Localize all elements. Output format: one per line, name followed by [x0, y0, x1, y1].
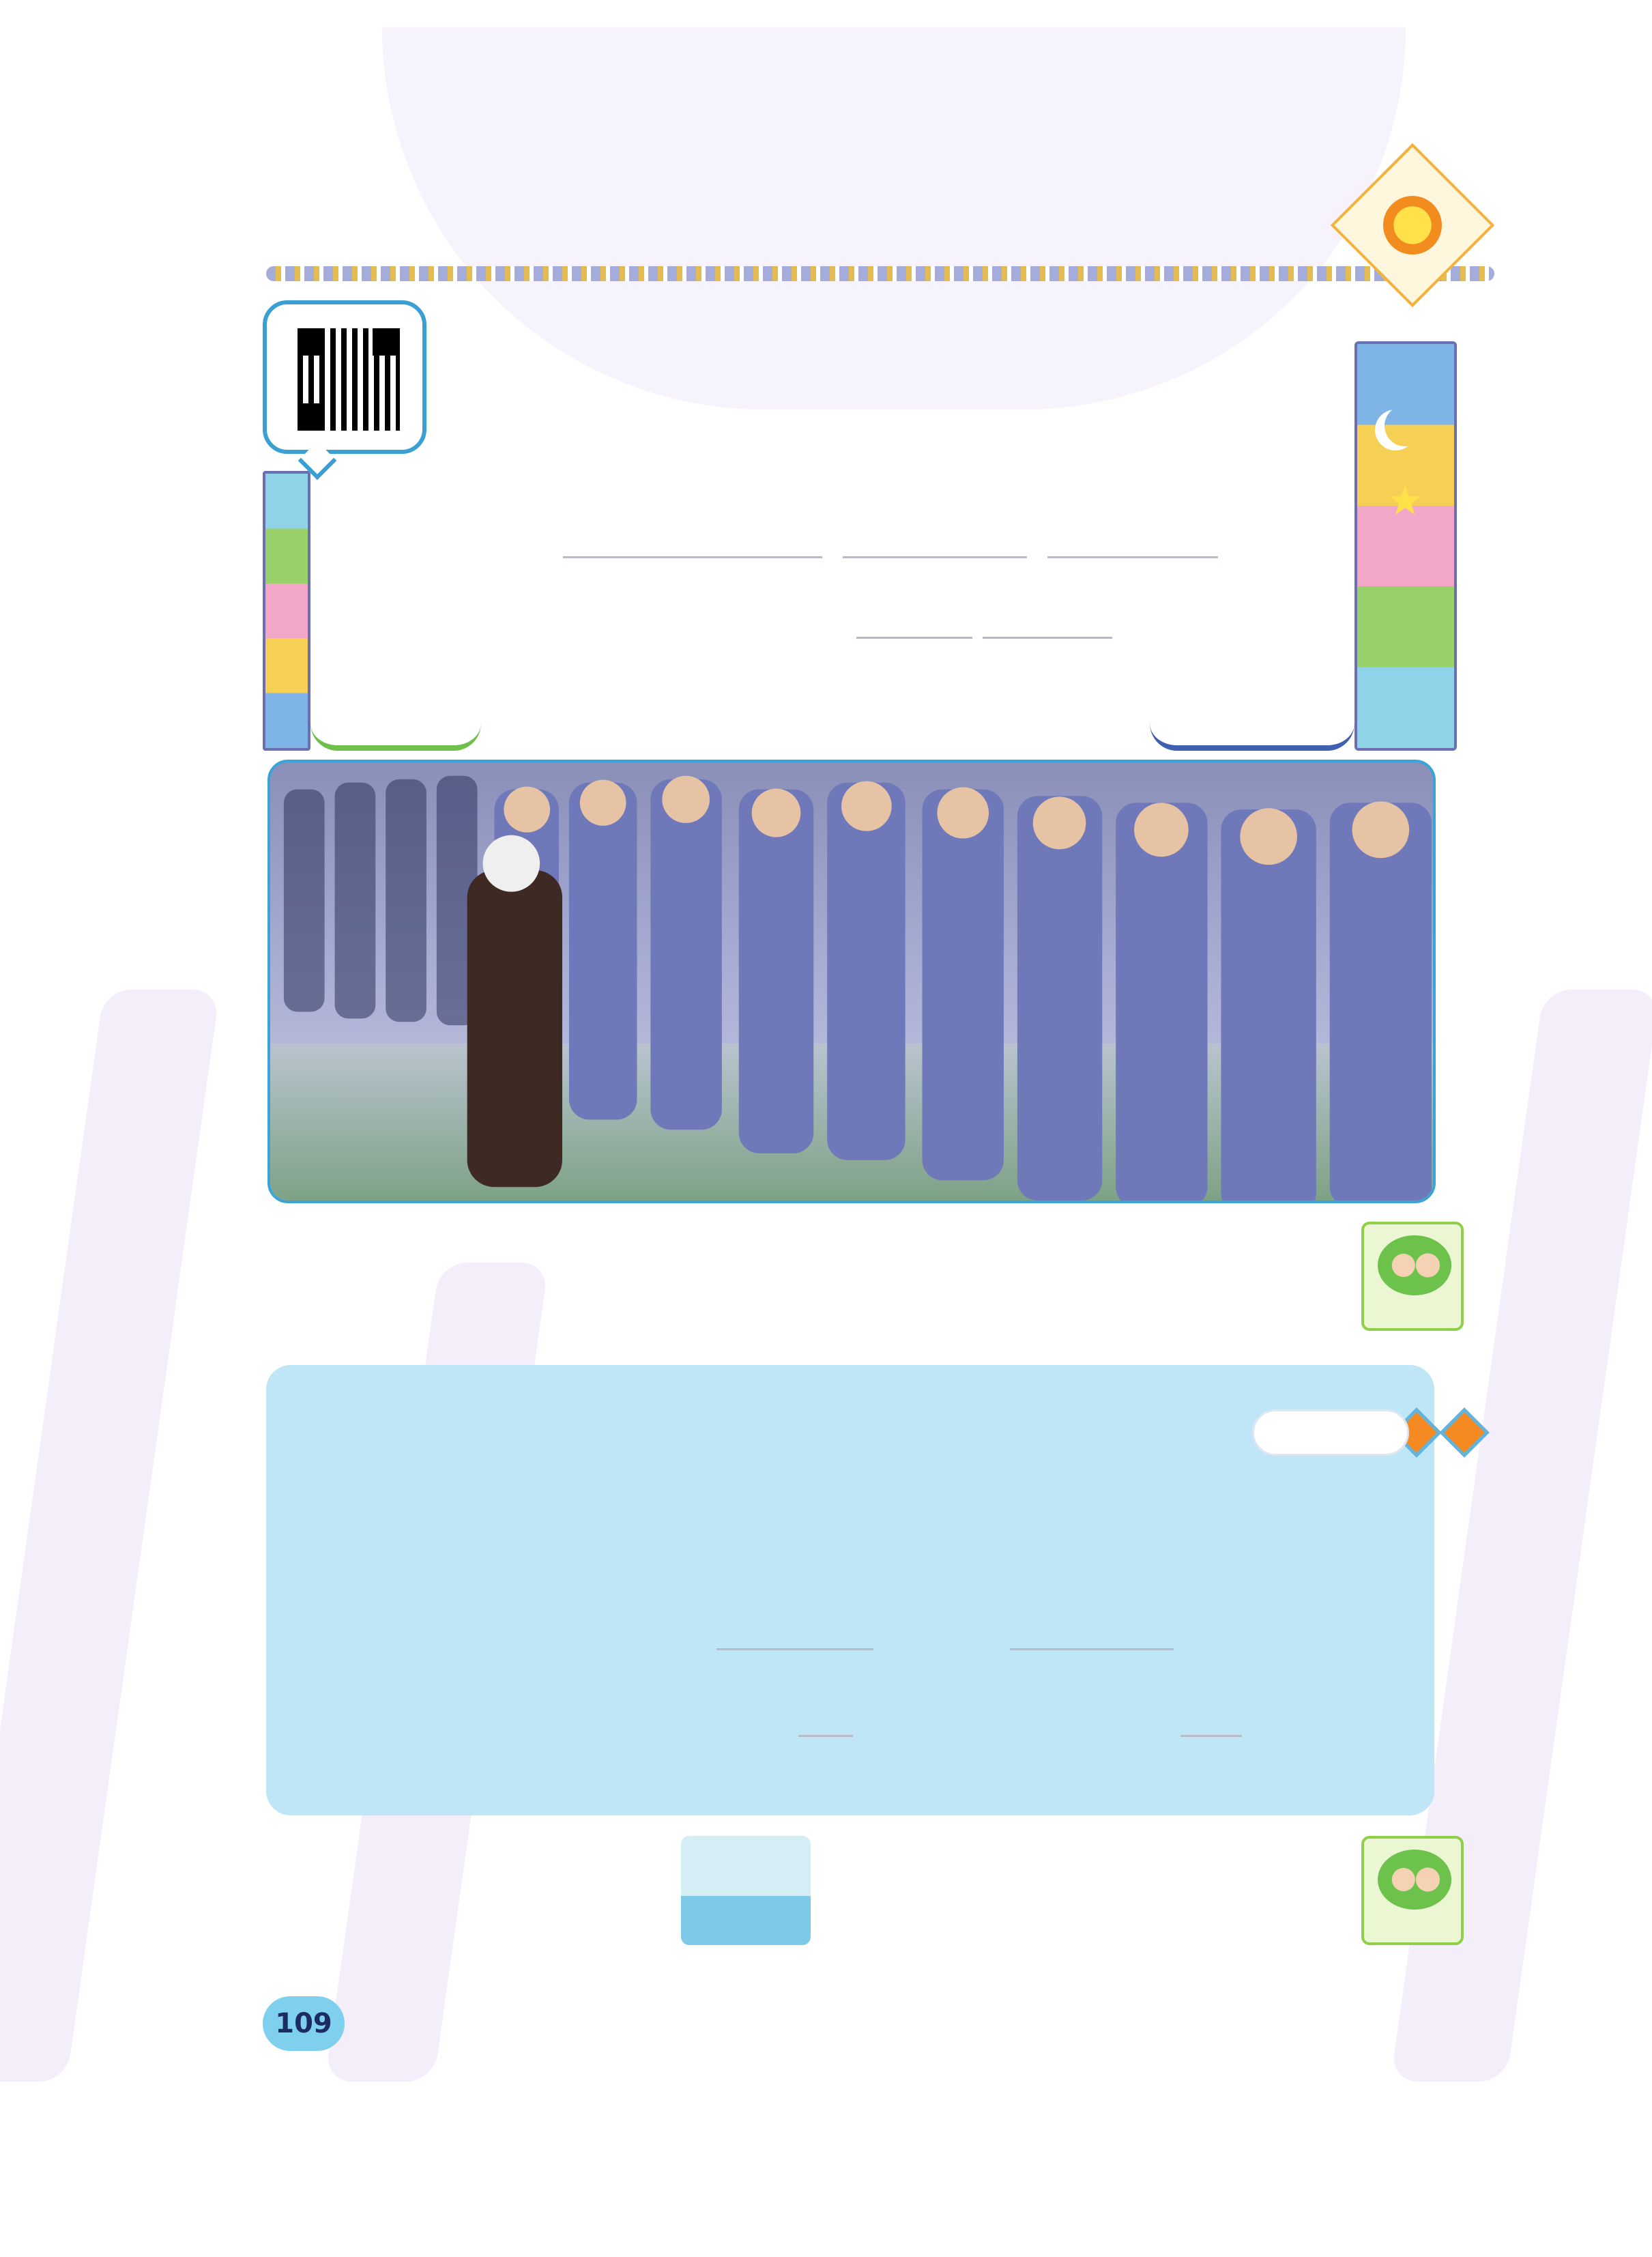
vine-ornament-right	[1150, 723, 1354, 751]
weekly-slogan-header	[266, 198, 1494, 273]
verse-underline	[563, 556, 822, 558]
hadith-underline	[1010, 1648, 1174, 1650]
hadith-translation-underline	[798, 1735, 853, 1737]
qr-code-bubble[interactable]	[263, 300, 426, 454]
sun-core-icon	[1383, 196, 1442, 255]
page-number: 109	[263, 1996, 345, 2051]
vine-ornament-left	[310, 723, 481, 751]
children-illustration-icon	[1378, 1850, 1451, 1910]
star-icon: ★	[1387, 477, 1423, 525]
verse-underline	[843, 556, 1027, 558]
moon-icon	[1385, 405, 1425, 446]
hadith-tag	[1252, 1409, 1409, 1456]
decorative-bead-line	[266, 266, 1494, 281]
watermark-bar	[0, 990, 220, 2082]
decorative-tile-column-left	[263, 471, 310, 751]
congregational-prayer-photo	[267, 760, 1436, 1203]
memorize-icon	[681, 1836, 811, 1945]
discussion-icon	[1361, 1836, 1464, 1945]
hadith-underline	[716, 1648, 873, 1650]
verse-underline	[1047, 556, 1218, 558]
quran-message-frame	[263, 300, 1457, 751]
decorative-tile-column-right	[1354, 341, 1457, 751]
translation-underline	[856, 637, 972, 639]
hadith-translation-underline	[1180, 1735, 1242, 1737]
photo-worshippers	[270, 762, 1433, 1201]
translation-underline	[983, 637, 1112, 639]
qr-code[interactable]	[298, 328, 400, 431]
children-illustration-icon	[1378, 1235, 1451, 1295]
discussion-icon	[1361, 1222, 1464, 1331]
